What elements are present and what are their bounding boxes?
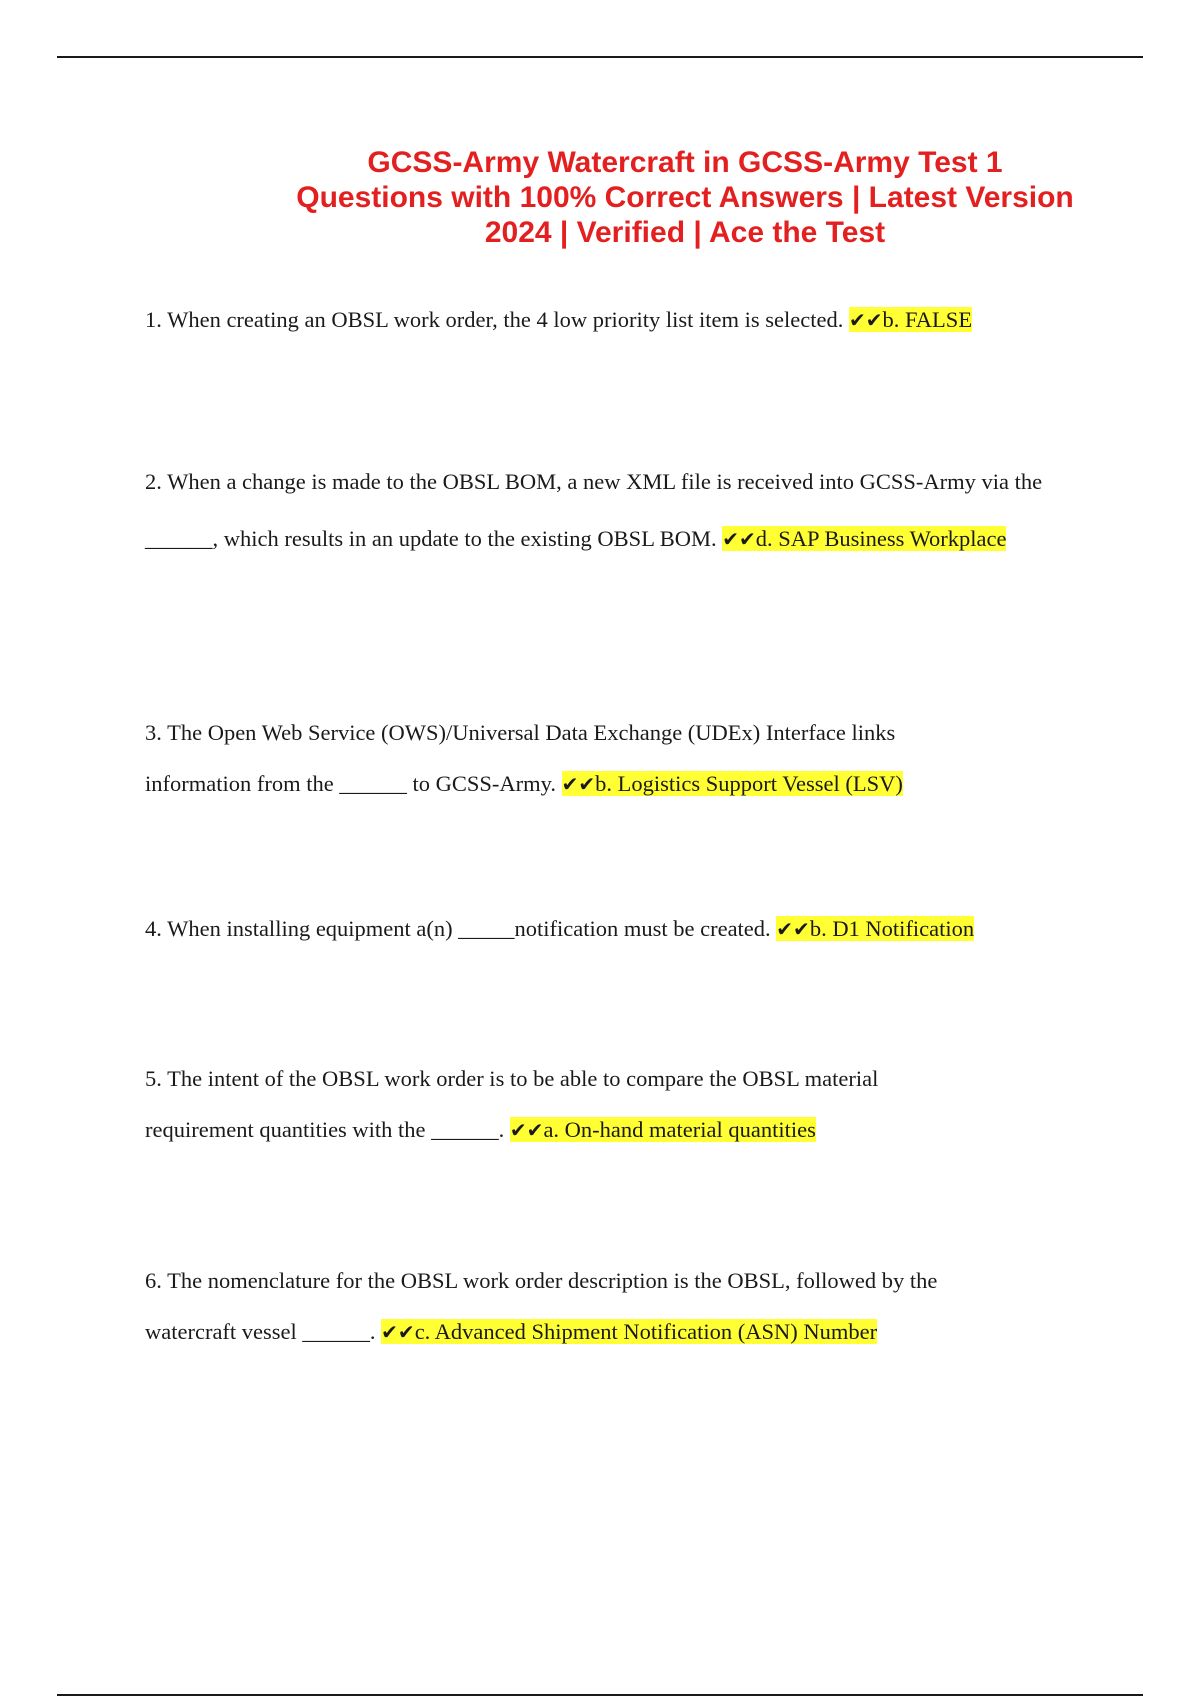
- question-3: [145, 707, 985, 810]
- question-1: [145, 300, 1105, 340]
- question-6: [145, 1255, 975, 1358]
- top-rule: [57, 56, 1143, 58]
- question-text: 4. When installing equipment a(n) _____notification must be created.: [145, 916, 771, 941]
- answer-highlight: [776, 916, 974, 941]
- check-icon: ✔✔: [776, 917, 810, 941]
- answer-highlight: [722, 526, 1006, 551]
- bottom-rule: [57, 1694, 1143, 1696]
- answer-highlight: [510, 1117, 816, 1142]
- answer-highlight: [562, 771, 903, 796]
- document-title: GCSS-Army Watercraft in GCSS-Army Test 1 Questions with 100% Correct Answers | Latest Version 2024 | Verified | Ace the Test: [296, 146, 1074, 249]
- question-5: [145, 1053, 960, 1156]
- answer-text: c. Advanced Shipment Notification (ASN) Number: [414, 1319, 878, 1344]
- question-2: [145, 453, 1085, 568]
- answer-text: b. Logistics Support Vessel (LSV): [595, 771, 903, 796]
- check-icon: ✔✔: [561, 772, 596, 796]
- question-text: 5. The intent of the OBSL work order is to be able to compare the OBSL material requirement quantities with the ______.: [145, 1066, 879, 1142]
- answer-text: b. D1 Notification: [809, 916, 975, 941]
- question-text: 6. The nomenclature for the OBSL work order description is the OBSL, followed by the watercraft vessel ______.: [145, 1268, 938, 1344]
- question-text: 2. When a change is made to the OBSL BOM, a new XML file is received into GCSS-Army via the ______, which results in an update to the existing OBSL BOM.: [145, 469, 1043, 551]
- question-4: [145, 909, 1105, 949]
- question-text: 3. The Open Web Service (OWS)/Universal Data Exchange (UDEx) Interface links information from the ______ to GCSS-Army.: [145, 720, 896, 796]
- check-icon: ✔✔: [722, 527, 756, 551]
- answer-text: d. SAP Business Workplace: [755, 526, 1007, 551]
- answer-text: b. FALSE: [882, 307, 973, 332]
- question-text: 1. When creating an OBSL work order, the 4 low priority list item is selected.: [145, 307, 844, 332]
- answer-highlight: [849, 307, 972, 332]
- answer-text: a. On-hand material quantities: [543, 1117, 816, 1142]
- check-icon: ✔✔: [381, 1320, 415, 1344]
- answer-highlight: [381, 1319, 877, 1344]
- check-icon: ✔✔: [848, 308, 883, 332]
- check-icon: ✔✔: [509, 1118, 544, 1142]
